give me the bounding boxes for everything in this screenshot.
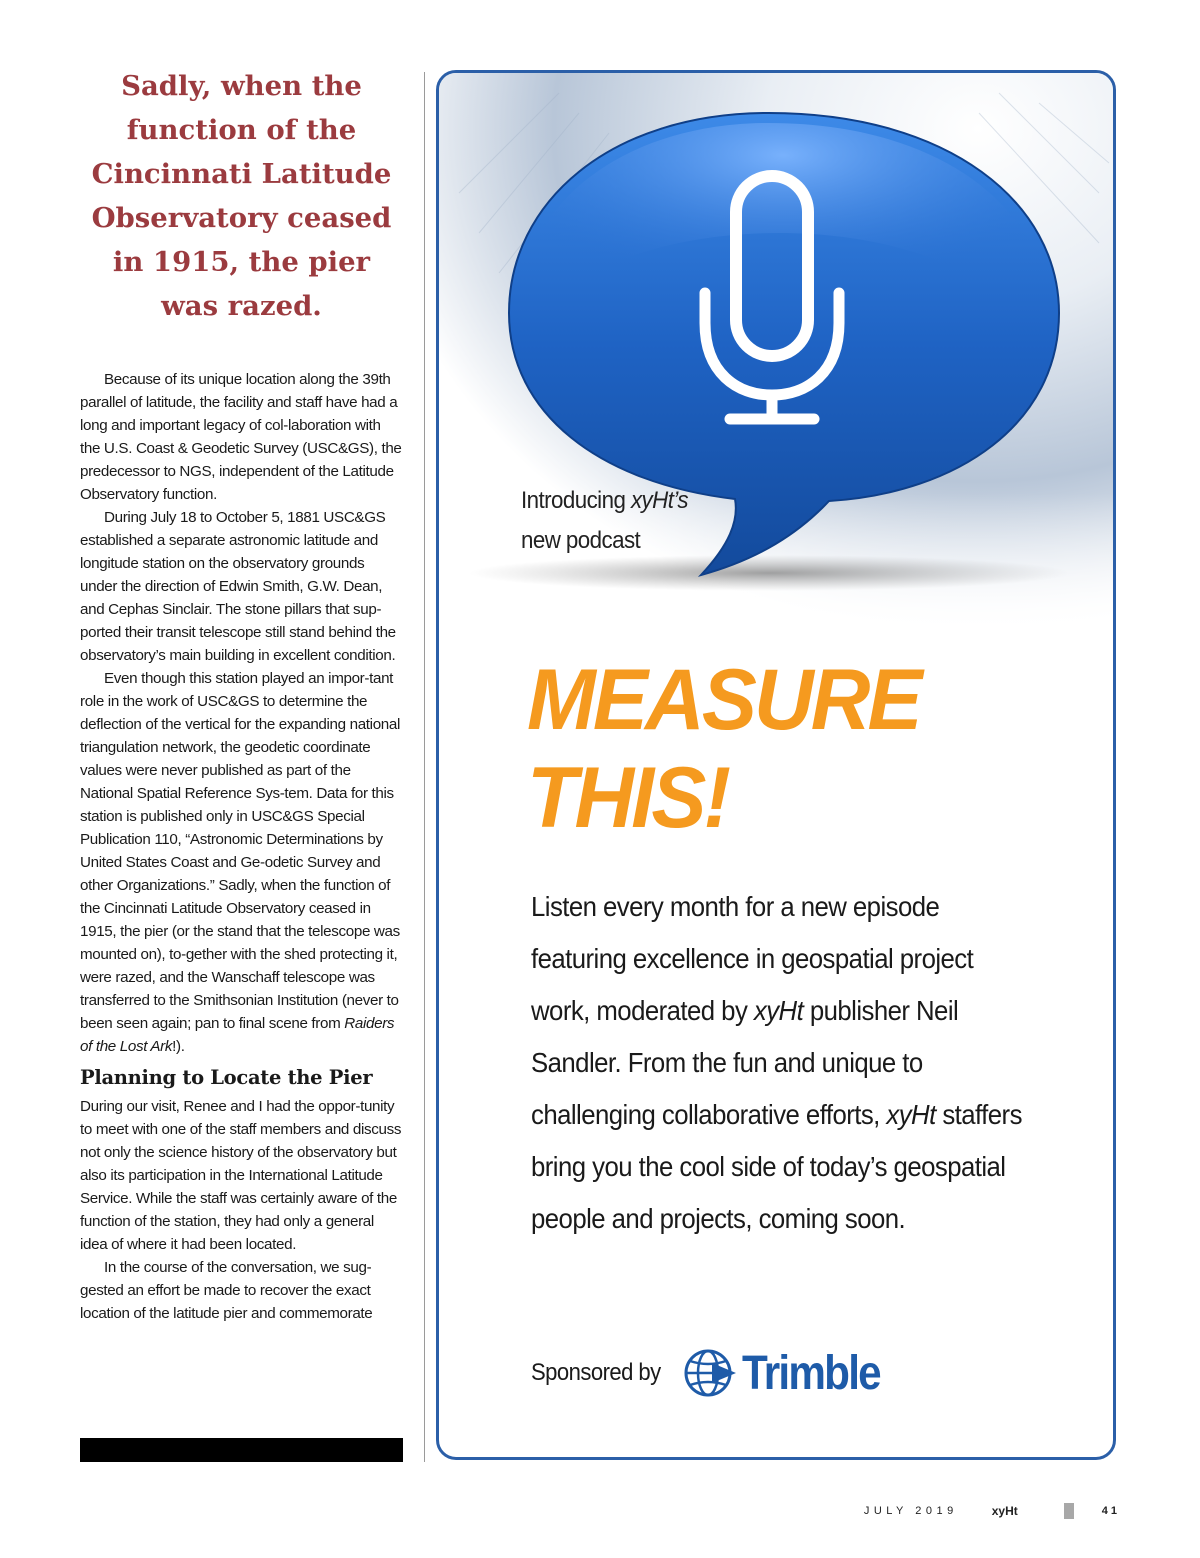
intro-brand: xyHt’s	[630, 487, 688, 514]
column-divider	[424, 72, 425, 1462]
paragraph-text: Even though this station played an impor-tant role in the work of USC&GS to determine the deflection of the vertical for the expanding national triangulation network, the geodetic coordinate values were never published as part of the National Spatial Reference Sys-tem. Data for this station is published only in USC&GS Special Publication 110, “Astronomic Determinations by United States Coast and Ge-odetic Survey and other Organizations.” Sadly, when the function of the Cincinnati Latitude Observatory ceased in 1915, the pier (or the stand that the telescope was mounted on), to-gether with the shed protecting it, were razed, and the Wanschaff telescope was transferred to the Smithsonian Institution (never to been seen again; pan to final scene from	[80, 670, 401, 1032]
pull-quote	[80, 64, 403, 328]
column-end-bar	[80, 1438, 403, 1462]
paragraph: Because of its unique location along the 39th parallel of latitude, the facility and staff have had a long and important legacy of col-laboration with the U.S. Coast & Geodetic Survey (USC&GS), the predecessor to NGS, independent of the Latitude Observatory function.	[80, 371, 402, 503]
logo-wordmark: Trimble	[741, 1346, 880, 1400]
body-text: staffers bring you the cool side of today’s geospatial people and projects, coming soon.	[531, 1099, 1022, 1234]
paragraph: During our visit, Renee and I had the oppor-tunity to meet with one of the staff members and discuss not only the science history of the observatory but also its participation in the International Latitude Service. While the staff was certainly aware of the function of the station, they had only a general idea of where it had been located.	[80, 1098, 402, 1253]
paragraph	[80, 667, 403, 1058]
paragraph: During July 18 to October 5, 1881 USC&GS established a separate astronomic latitude and longitude station on the observatory grounds under the direction of Edwin Smith, G.W. Dean, and Cephas Sinclair. The stone pillars that sup-ported their transit telescope still stand behind the observatory’s main building in excellent condition.	[80, 509, 396, 664]
headline-line: THIS!	[527, 750, 729, 846]
paragraph: In the course of the conversation, we sug-gested an effort be made to recover the exact location of the latitude pier and commemorate	[80, 1259, 373, 1322]
pull-quote-line: in 1915, the pier	[112, 246, 371, 278]
body-text: Listen every month for a new episode featuring excellence in geospatial project work, moderated by	[531, 891, 974, 1026]
brand-name: xyHt	[753, 995, 804, 1026]
sponsor-line	[531, 1345, 899, 1401]
sponsor-label: Sponsored by	[531, 1359, 661, 1386]
page-footer	[864, 1503, 1120, 1519]
trimble-logo[interactable]	[682, 1345, 899, 1401]
podcast-intro	[521, 481, 688, 561]
pull-quote-line: was razed.	[161, 290, 322, 322]
page-number: 41	[1101, 1505, 1120, 1517]
body-text: publisher Neil Sandler. From the fun and unique to challenging collaborative efforts,	[531, 995, 959, 1130]
globe-logo-icon	[682, 1345, 738, 1401]
ad-body-text	[531, 881, 1028, 1245]
ad-headline	[527, 651, 920, 847]
headline-line: MEASURE	[527, 652, 920, 748]
podcast-ad[interactable]	[436, 70, 1116, 1460]
pull-quote-line: Sadly, when the	[121, 70, 362, 102]
article-body	[80, 368, 403, 1325]
brand-name: xyHt	[886, 1099, 936, 1130]
intro-text: new podcast	[521, 527, 641, 554]
footer-divider-block	[1064, 1503, 1074, 1519]
pull-quote-line: function of the	[126, 114, 357, 146]
magazine-name: xyHt	[991, 1504, 1018, 1518]
pull-quote-line: Cincinnati Latitude	[91, 158, 392, 190]
intro-text: Introducing	[521, 487, 631, 514]
article-column	[80, 64, 403, 1325]
pull-quote-line: Observatory ceased	[91, 202, 392, 234]
film-title: Raiders of the Lost Ark	[80, 1015, 395, 1055]
paragraph-text: !).	[172, 1038, 185, 1055]
issue-date: JULY 2019	[863, 1505, 958, 1517]
section-heading: Planning to Locate the Pier	[80, 1066, 373, 1089]
